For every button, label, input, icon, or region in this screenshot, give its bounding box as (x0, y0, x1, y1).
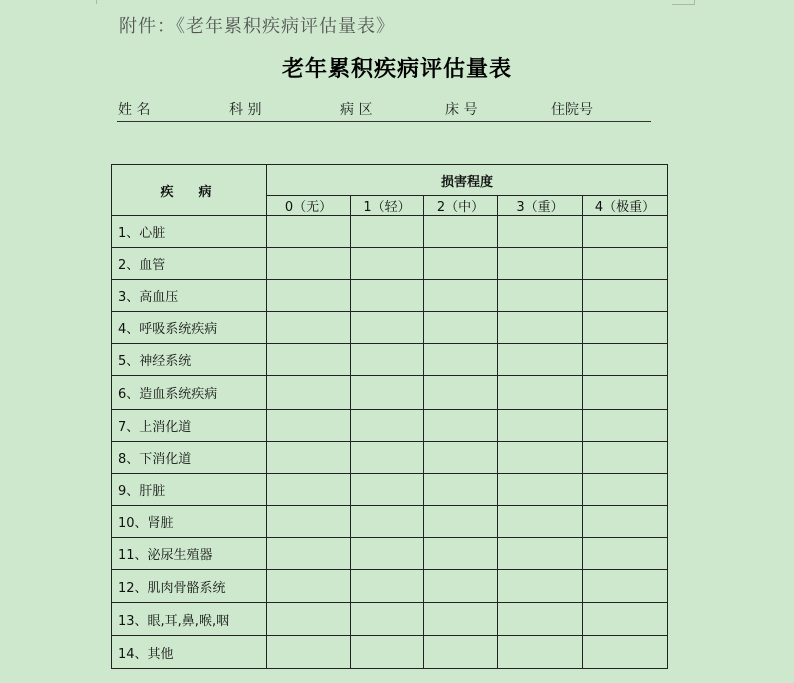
severity-score-cell[interactable] (424, 442, 498, 474)
severity-score-cell[interactable] (498, 280, 583, 312)
severity-score-cell[interactable] (267, 506, 351, 538)
disease-label: 3、高血压 (112, 280, 267, 312)
severity-score-cell[interactable] (267, 312, 351, 344)
severity-score-cell[interactable] (351, 538, 424, 570)
info-field-department: 科 别 (229, 102, 262, 118)
severity-score-cell[interactable] (498, 216, 583, 248)
disease-label: 7、上消化道 (112, 410, 267, 442)
severity-score-cell[interactable] (267, 216, 351, 248)
severity-score-cell[interactable] (267, 538, 351, 570)
severity-score-cell[interactable] (351, 636, 424, 669)
table-row (112, 216, 668, 248)
severity-score-cell[interactable] (267, 376, 351, 410)
severity-score-cell[interactable] (583, 636, 668, 669)
table-row (112, 636, 668, 669)
table-row (112, 538, 668, 570)
table-row (112, 410, 668, 442)
severity-score-cell[interactable] (267, 248, 351, 280)
severity-score-cell[interactable] (424, 410, 498, 442)
table-row (112, 376, 668, 410)
severity-score-cell[interactable] (424, 216, 498, 248)
table-row (112, 312, 668, 344)
severity-score-cell[interactable] (351, 603, 424, 636)
severity-score-cell[interactable] (583, 216, 668, 248)
table-row (112, 280, 668, 312)
severity-score-cell[interactable] (424, 474, 498, 506)
severity-score-cell[interactable] (267, 636, 351, 669)
disease-label: 4、呼吸系统疾病 (112, 312, 267, 344)
severity-score-cell[interactable] (583, 603, 668, 636)
severity-score-cell[interactable] (351, 376, 424, 410)
disease-label: 8、下消化道 (112, 442, 267, 474)
table-row (112, 344, 668, 376)
severity-score-cell[interactable] (351, 216, 424, 248)
severity-score-cell[interactable] (351, 410, 424, 442)
severity-score-cell[interactable] (424, 538, 498, 570)
disease-label: 14、其他 (112, 636, 267, 669)
severity-score-cell[interactable] (351, 344, 424, 376)
patient-info-line (117, 96, 651, 122)
disease-label: 2、血管 (112, 248, 267, 280)
severity-score-cell[interactable] (498, 636, 583, 669)
severity-score-cell[interactable] (498, 344, 583, 376)
page-corner-mark-right (672, 0, 695, 5)
severity-score-cell[interactable] (424, 603, 498, 636)
severity-score-cell[interactable] (498, 474, 583, 506)
table-row (112, 474, 668, 506)
severity-score-cell[interactable] (424, 248, 498, 280)
severity-score-cell[interactable] (351, 474, 424, 506)
severity-score-cell[interactable] (583, 506, 668, 538)
severity-level-3: 3（重） (498, 196, 583, 216)
disease-label: 13、眼,耳,鼻,喉,咽 (112, 603, 267, 636)
attachment-note: 附件：《老年累积疾病评估量表》 (119, 16, 395, 37)
disease-label: 11、泌尿生殖器 (112, 538, 267, 570)
severity-score-cell[interactable] (351, 506, 424, 538)
severity-score-cell[interactable] (583, 442, 668, 474)
severity-score-cell[interactable] (583, 538, 668, 570)
table-row (112, 570, 668, 603)
table-row (112, 442, 668, 474)
severity-score-cell[interactable] (424, 636, 498, 669)
severity-score-cell[interactable] (424, 344, 498, 376)
severity-level-1: 1（轻） (351, 196, 424, 216)
severity-level-2: 2（中） (424, 196, 498, 216)
info-field-name: 姓 名 (118, 102, 151, 118)
severity-score-cell[interactable] (498, 248, 583, 280)
severity-score-cell[interactable] (583, 344, 668, 376)
severity-score-cell[interactable] (424, 280, 498, 312)
severity-score-cell[interactable] (583, 410, 668, 442)
severity-score-cell[interactable] (498, 506, 583, 538)
disease-rows (112, 216, 668, 669)
severity-score-cell[interactable] (351, 280, 424, 312)
severity-score-cell[interactable] (351, 570, 424, 603)
assessment-table (111, 164, 668, 669)
severity-score-cell[interactable] (424, 570, 498, 603)
disease-label: 9、肝脏 (112, 474, 267, 506)
severity-score-cell[interactable] (583, 312, 668, 344)
table-row (112, 506, 668, 538)
severity-score-cell[interactable] (583, 280, 668, 312)
severity-level-0: 0（无） (267, 196, 351, 216)
severity-score-cell[interactable] (351, 312, 424, 344)
disease-label: 6、造血系统疾病 (112, 376, 267, 410)
info-field-admission-number: 住院号 (551, 102, 593, 118)
severity-score-cell[interactable] (267, 280, 351, 312)
severity-score-cell[interactable] (498, 312, 583, 344)
disease-label: 12、肌肉骨骼系统 (112, 570, 267, 603)
info-field-ward: 病 区 (340, 102, 373, 118)
disease-label: 10、肾脏 (112, 506, 267, 538)
severity-score-cell[interactable] (351, 442, 424, 474)
disease-label: 5、神经系统 (112, 344, 267, 376)
severity-score-cell[interactable] (583, 248, 668, 280)
severity-score-cell[interactable] (424, 376, 498, 410)
severity-score-cell[interactable] (424, 312, 498, 344)
severity-score-cell[interactable] (498, 538, 583, 570)
page-corner-mark-left (96, 0, 119, 4)
severity-score-cell[interactable] (267, 442, 351, 474)
severity-score-cell[interactable] (498, 603, 583, 636)
severity-score-cell[interactable] (498, 570, 583, 603)
severity-score-cell[interactable] (498, 410, 583, 442)
severity-score-cell[interactable] (351, 248, 424, 280)
severity-score-cell[interactable] (267, 474, 351, 506)
disease-label: 1、心脏 (112, 216, 267, 248)
disease-column-header: 疾 病 (112, 165, 267, 216)
severity-level-4: 4（极重） (583, 196, 668, 216)
severity-score-cell[interactable] (583, 474, 668, 506)
table-row (112, 603, 668, 636)
severity-score-cell[interactable] (267, 410, 351, 442)
severity-score-cell[interactable] (424, 506, 498, 538)
info-field-bed: 床 号 (445, 102, 478, 118)
severity-score-cell[interactable] (267, 344, 351, 376)
severity-score-cell[interactable] (583, 376, 668, 410)
severity-column-header: 损害程度 (267, 165, 668, 196)
document-title: 老年累积疾病评估量表 (281, 57, 512, 82)
table-row (112, 248, 668, 280)
severity-score-cell[interactable] (498, 376, 583, 410)
severity-score-cell[interactable] (267, 570, 351, 603)
severity-score-cell[interactable] (583, 570, 668, 603)
severity-score-cell[interactable] (498, 442, 583, 474)
severity-score-cell[interactable] (267, 603, 351, 636)
